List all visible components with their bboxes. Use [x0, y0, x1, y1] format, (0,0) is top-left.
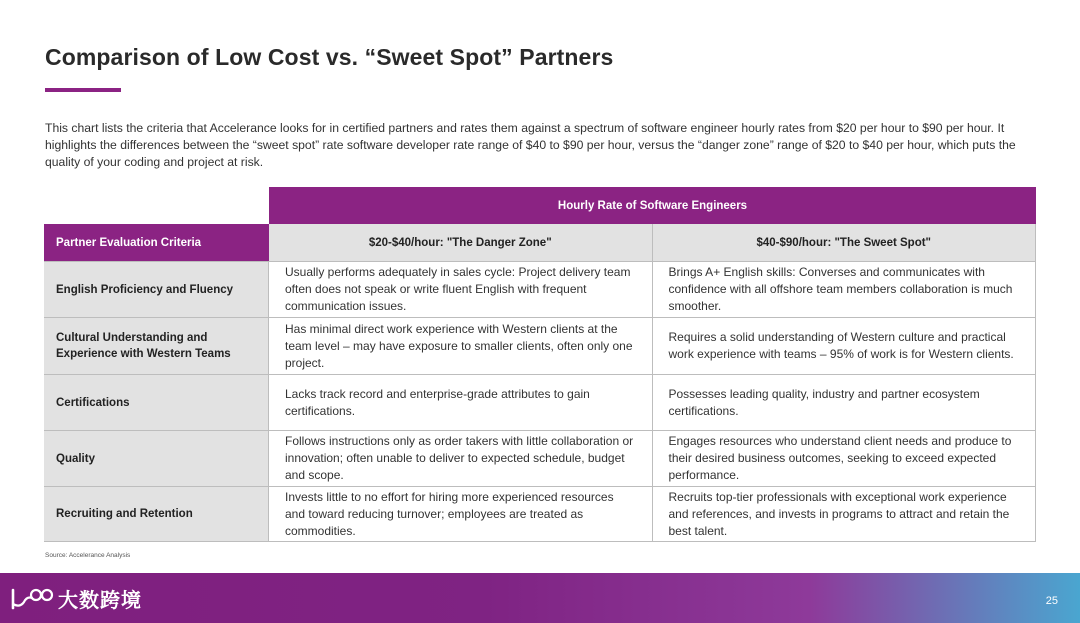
row-label: Certifications [44, 375, 269, 431]
sweet-cell: Engages resources who understand client needs and produce to their desired business outcomes, seeking to exceed expected performance. [653, 431, 1037, 487]
band-header: Hourly Rate of Software Engineers [269, 187, 1036, 224]
row-label: Quality [44, 431, 269, 487]
row-label: Recruiting and Retention [44, 487, 269, 542]
table-row [44, 375, 1036, 431]
table-row [44, 487, 1036, 542]
sweet-cell: Possesses leading quality, industry and partner ecosystem certifications. [653, 375, 1037, 431]
footer-bar [0, 573, 1080, 623]
danger-zone-header: $20-$40/hour: "The Danger Zone" [269, 224, 653, 262]
table-row [44, 431, 1036, 487]
sweet-cell: Brings A+ English skills: Converses and communicates with confidence with all offshore team members collaboration is much smoother. [653, 262, 1037, 318]
comparison-table [44, 187, 1036, 542]
sweet-cell: Recruits top-tier professionals with exceptional work experience and references, and invests in programs to attract and retain the best talent. [653, 487, 1037, 542]
danger-cell: Usually performs adequately in sales cycle: Project delivery team often does not speak or write fluent English with frequent communication issues. [269, 262, 653, 318]
brand-logo [8, 584, 142, 613]
row-label: English Proficiency and Fluency [44, 262, 269, 318]
danger-cell: Lacks track record and enterprise-grade attributes to gain certifications. [269, 375, 653, 431]
column-header-row [44, 224, 1036, 262]
table-row [44, 262, 1036, 318]
danger-cell: Follows instructions only as order takers with little collaboration or innovation; often unable to deliver to expected schedule, budget and scope. [269, 431, 653, 487]
page-title: Comparison of Low Cost vs. “Sweet Spot” Partners [45, 44, 614, 70]
source-note: Source: Accelerance Analysis [45, 552, 131, 559]
sweet-spot-header: $40-$90/hour: "The Sweet Spot" [653, 224, 1037, 262]
row-label: Cultural Understanding and Experience with Western Teams [44, 318, 269, 375]
intro-paragraph: This chart lists the criteria that Accelerance looks for in certified partners and rates them against a spectrum of software engineer hourly rates from $20 per hour to $90 per hour. It highlights the differences between the “sweet spot” rate software developer rate range of $40 to $90 per hour, versus the “danger zone” range of $20 to $40 per hour, which puts the quality of your coding and project at risk. [45, 121, 1016, 169]
danger-cell: Has minimal direct work experience with Western clients at the team level – may have exposure to smaller clients, often only one project. [269, 318, 653, 375]
title-underline [45, 88, 121, 92]
criteria-header: Partner Evaluation Criteria [44, 224, 269, 262]
sweet-cell: Requires a solid understanding of Western culture and practical work experience with teams – 95% of work is for Western clients. [653, 318, 1037, 375]
danger-cell: Invests little to no effort for hiring more experienced resources and toward reducing turnover; employees are treated as commodities. [269, 487, 653, 542]
table-row [44, 318, 1036, 375]
logo-text: 大数跨境 [58, 590, 142, 612]
logo-mark-icon [8, 586, 54, 612]
page-number: 25 [1045, 595, 1058, 607]
